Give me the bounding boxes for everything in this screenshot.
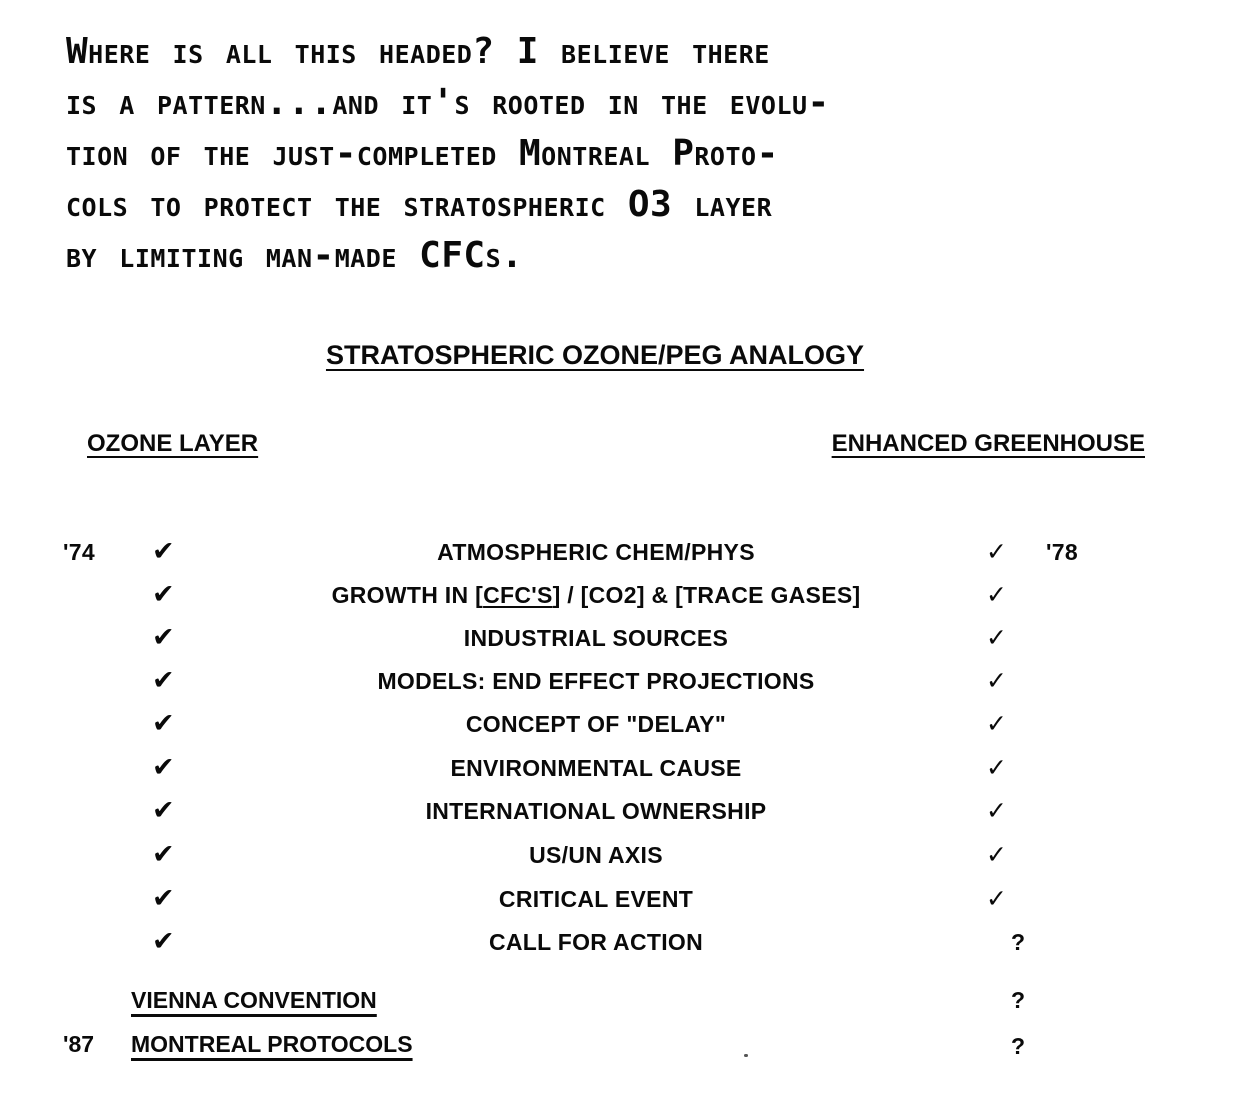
intro-line: is a pattern...and it's rooted in the evolu- bbox=[66, 82, 830, 123]
greenhouse-check-icon: ✓ bbox=[986, 666, 1008, 695]
scan-speck bbox=[744, 1054, 748, 1057]
intro-line: by limiting man-made CFCs. bbox=[66, 235, 524, 276]
ozone-check-icon: ✔ bbox=[152, 752, 175, 783]
row-label-part: GROWTH IN [ bbox=[331, 582, 484, 608]
ozone-check-icon: ✔ bbox=[152, 795, 175, 826]
row-label-part: ] / [CO2] & [TRACE GASES] bbox=[552, 582, 861, 608]
row-label: ENVIRONMENTAL CAUSE bbox=[450, 755, 742, 781]
montreal-protocols-label: MONTREAL PROTOCOLS bbox=[131, 1031, 413, 1057]
ozone-layer-heading: OZONE LAYER bbox=[87, 430, 259, 457]
enhanced-greenhouse-heading: ENHANCED GREENHOUSE bbox=[831, 430, 1145, 457]
row-label: INDUSTRIAL SOURCES bbox=[463, 625, 729, 651]
greenhouse-check-icon: ✓ bbox=[986, 840, 1008, 869]
greenhouse-check-icon: ✓ bbox=[986, 623, 1008, 652]
intro-line: tion of the just-completed Montreal Proto- bbox=[66, 133, 779, 174]
ozone-check-icon: ✔ bbox=[152, 708, 175, 739]
table-row bbox=[0, 796, 1238, 826]
row-label: ATMOSPHERIC CHEM/PHYS bbox=[437, 539, 755, 565]
ozone-check-icon: ✔ bbox=[152, 579, 175, 610]
greenhouse-check-icon: ✓ bbox=[986, 580, 1008, 609]
ozone-check-icon: ✔ bbox=[152, 622, 175, 653]
ozone-check-icon: ✔ bbox=[152, 926, 175, 957]
row-label: US/UN AXIS bbox=[529, 842, 663, 868]
table-row bbox=[0, 666, 1238, 696]
left-year: '74 bbox=[63, 539, 95, 565]
intro-line: cols to protect the stratospheric O3 layer bbox=[66, 184, 773, 225]
question-mark-icon: ? bbox=[1011, 987, 1026, 1013]
greenhouse-check-icon: ✓ bbox=[986, 884, 1008, 913]
table-row bbox=[0, 884, 1238, 914]
row-label: CALL FOR ACTION bbox=[488, 929, 704, 955]
table-row bbox=[0, 927, 1238, 957]
table-row bbox=[0, 840, 1238, 870]
table-row bbox=[0, 537, 1238, 567]
analogy-title: STRATOSPHERIC OZONE/PEG ANALOGY bbox=[325, 340, 865, 370]
question-mark-icon: ? bbox=[1011, 1033, 1026, 1059]
table-row bbox=[0, 580, 1238, 610]
row-label: INTERNATIONAL OWNERSHIP bbox=[425, 798, 767, 824]
greenhouse-check-icon: ✓ bbox=[986, 537, 1008, 566]
table-row bbox=[0, 753, 1238, 783]
ozone-check-icon: ✔ bbox=[152, 839, 175, 870]
greenhouse-check-icon: ✓ bbox=[986, 709, 1008, 738]
montreal-year: '87 bbox=[63, 1031, 95, 1057]
table-row bbox=[0, 623, 1238, 653]
ozone-check-icon: ✔ bbox=[152, 883, 175, 914]
right-year: '78 bbox=[1046, 539, 1078, 565]
question-mark-icon: ? bbox=[1011, 929, 1026, 955]
row-label: MODELS: END EFFECT PROJECTIONS bbox=[377, 668, 815, 694]
ozone-check-icon: ✔ bbox=[152, 665, 175, 696]
ozone-check-icon: ✔ bbox=[152, 536, 175, 567]
table-row bbox=[0, 709, 1238, 739]
vienna-convention-label: VIENNA CONVENTION bbox=[131, 987, 377, 1013]
vienna-convention bbox=[131, 985, 377, 1015]
montreal-protocols bbox=[131, 1029, 413, 1059]
intro-line: Where is all this headed? I believe there bbox=[66, 31, 770, 72]
row-label bbox=[196, 580, 996, 610]
intro-paragraph bbox=[66, 26, 1186, 281]
greenhouse-check-icon: ✓ bbox=[986, 753, 1008, 782]
greenhouse-check-icon: ✓ bbox=[986, 796, 1008, 825]
row-label-underlined: CFC'S bbox=[483, 582, 553, 608]
row-label: CRITICAL EVENT bbox=[498, 886, 694, 912]
row-label: CONCEPT OF "DELAY" bbox=[465, 711, 727, 737]
